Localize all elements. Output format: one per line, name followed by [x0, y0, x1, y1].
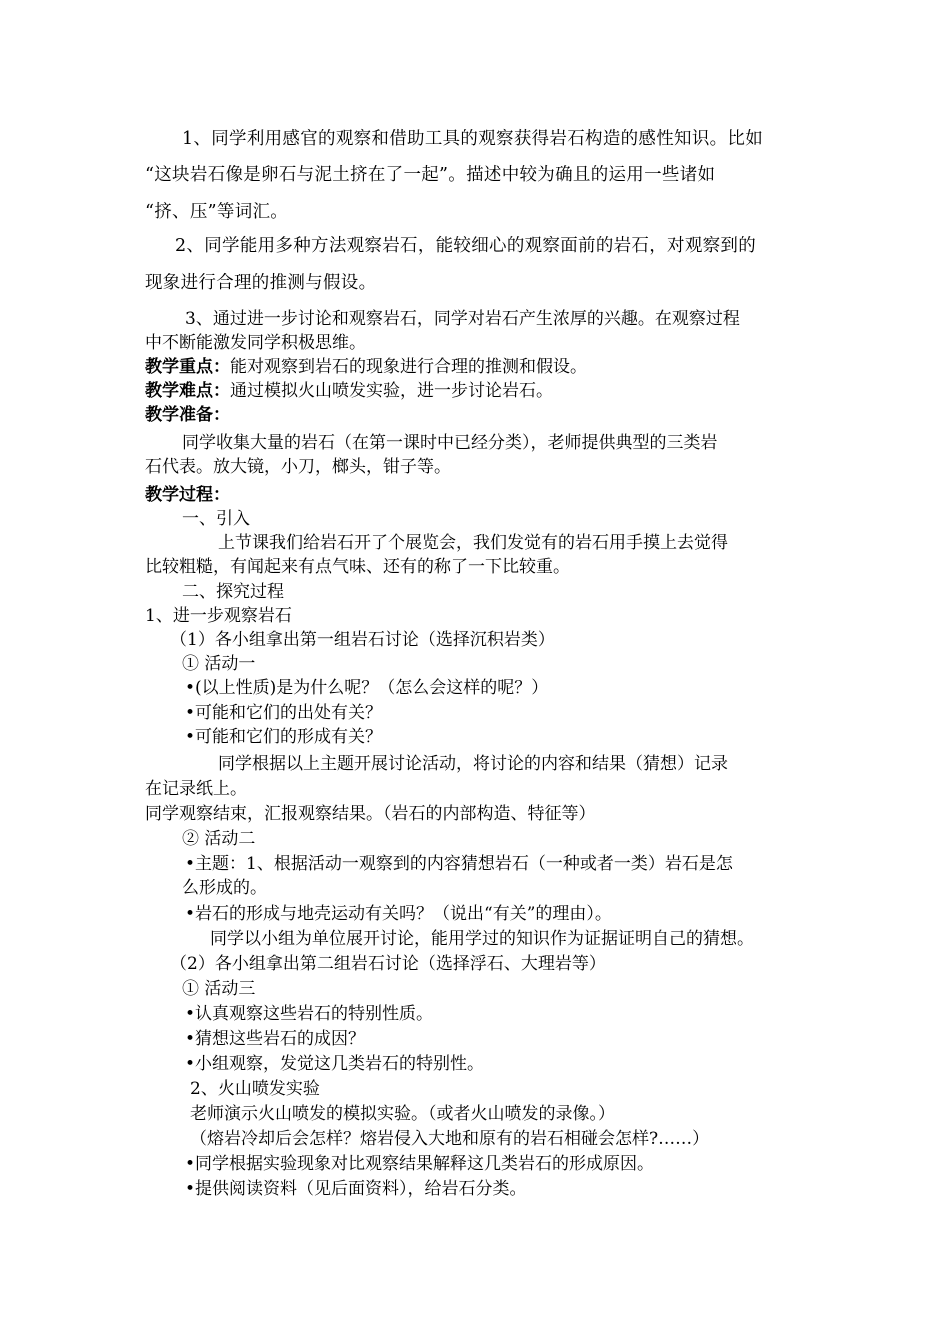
part-2-heading: 2、火山喷发实验	[190, 1079, 320, 1099]
activity-2-bullet-1-cont: 么形成的。	[182, 878, 267, 898]
difficulty-text: 通过模拟火山喷发实验，进一步讨论岩石。	[230, 381, 553, 401]
activity-1-text-2: 在记录纸上。	[145, 779, 247, 799]
objective-1-line-3: “挤、压”等词汇。	[145, 202, 289, 222]
preparation-line-2: 石代表。放大镜，小刀，榔头，钳子等。	[145, 457, 451, 477]
activity-3-heading: ① 活动三	[182, 979, 256, 999]
group-1-heading: （1）各小组拿出第一组岩石讨论（选择沉积岩类）	[170, 630, 555, 650]
activity-1-heading: ① 活动一	[182, 654, 256, 674]
volcano-bullet-1: •同学根据实验现象对比观察结果解释这几类岩石的形成原因。	[185, 1154, 655, 1174]
objective-3-line-1: 3、通过进一步讨论和观察岩石，同学对岩石产生浓厚的兴趣。在观察过程	[185, 309, 740, 329]
activity-2-bullet-1: •主题：1、根据活动一观察到的内容猜想岩石（一种或者一类）岩石是怎	[185, 854, 733, 874]
activity-1-text-1: 同学根据以上主题开展讨论活动，将讨论的内容和结果（猜想）记录	[218, 754, 728, 774]
objective-3-line-2: 中不断能激发同学积极思维。	[145, 333, 366, 353]
process-label: 教学过程：	[145, 485, 230, 505]
section-intro-heading: 一、引入	[182, 509, 250, 529]
difficulty-label: 教学难点：	[145, 381, 230, 401]
activity-2-heading: ② 活动二	[182, 829, 256, 849]
activity-3-bullet-3: •小组观察，发觉这几类岩石的特别性。	[185, 1054, 485, 1074]
section-explore-heading: 二、探究过程	[182, 582, 284, 602]
group-2-heading: （2）各小组拿出第二组岩石讨论（选择浮石、大理岩等）	[170, 954, 606, 974]
activity-1-bullet-2: •可能和它们的出处有关？	[185, 703, 383, 723]
objective-2-line-1: 2、同学能用多种方法观察岩石，能较细心的观察面前的岩石，对观察到的	[175, 236, 757, 256]
volcano-text-2: （熔岩冷却后会怎样？熔岩侵入大地和原有的岩石相碰会怎样?……）	[190, 1129, 710, 1149]
activity-2-text-1: 同学以小组为单位展开讨论，能用学过的知识作为证据证明自己的猜想。	[210, 929, 754, 949]
preparation-line-1: 同学收集大量的岩石（在第一课时中已经分类），老师提供典型的三类岩	[182, 433, 718, 453]
intro-line-1: 上节课我们给岩石开了个展览会，我们发觉有的岩石用手摸上去觉得	[218, 533, 728, 553]
part-1-heading: 1、进一步观察岩石	[145, 606, 292, 626]
activity-1-text-3: 同学观察结束，汇报观察结果。（岩石的内部构造、特征等）	[145, 804, 596, 824]
preparation-label: 教学准备：	[145, 405, 230, 425]
activity-2-bullet-2: •岩石的形成与地壳运动有关吗？（说出“有关”的理由）。	[185, 904, 612, 924]
objective-2-line-2: 现象进行合理的推测与假设。	[145, 273, 377, 293]
volcano-bullet-2: •提供阅读资料（见后面资料），给岩石分类。	[185, 1179, 527, 1199]
difficulty	[145, 379, 553, 403]
intro-line-2: 比较粗糙，有闻起来有点气味、还有的称了一下比较重。	[145, 557, 570, 577]
activity-1-bullet-1: •(以上性质)是为什么呢？（怎么会这样的呢？）	[185, 678, 549, 698]
key-point-text: 能对观察到岩石的现象进行合理的推测和假设。	[230, 357, 587, 377]
activity-1-bullet-3: •可能和它们的形成有关？	[185, 727, 383, 747]
activity-3-bullet-1: •认真观察这些岩石的特别性质。	[185, 1004, 434, 1024]
volcano-text-1: 老师演示火山喷发的模拟实验。（或者火山喷发的录像。）	[190, 1104, 615, 1124]
objective-1-line-2: “这块岩石像是卵石与泥土挤在了一起”。描述中较为确且的运用一些诸如	[145, 165, 716, 185]
key-point-label: 教学重点：	[145, 357, 230, 377]
key-point	[145, 355, 587, 379]
activity-3-bullet-2: •猜想这些岩石的成因？	[185, 1029, 366, 1049]
objective-1-line-1: 1、同学利用感官的观察和借助工具的观察获得岩石构造的感性知识。比如	[182, 129, 764, 149]
